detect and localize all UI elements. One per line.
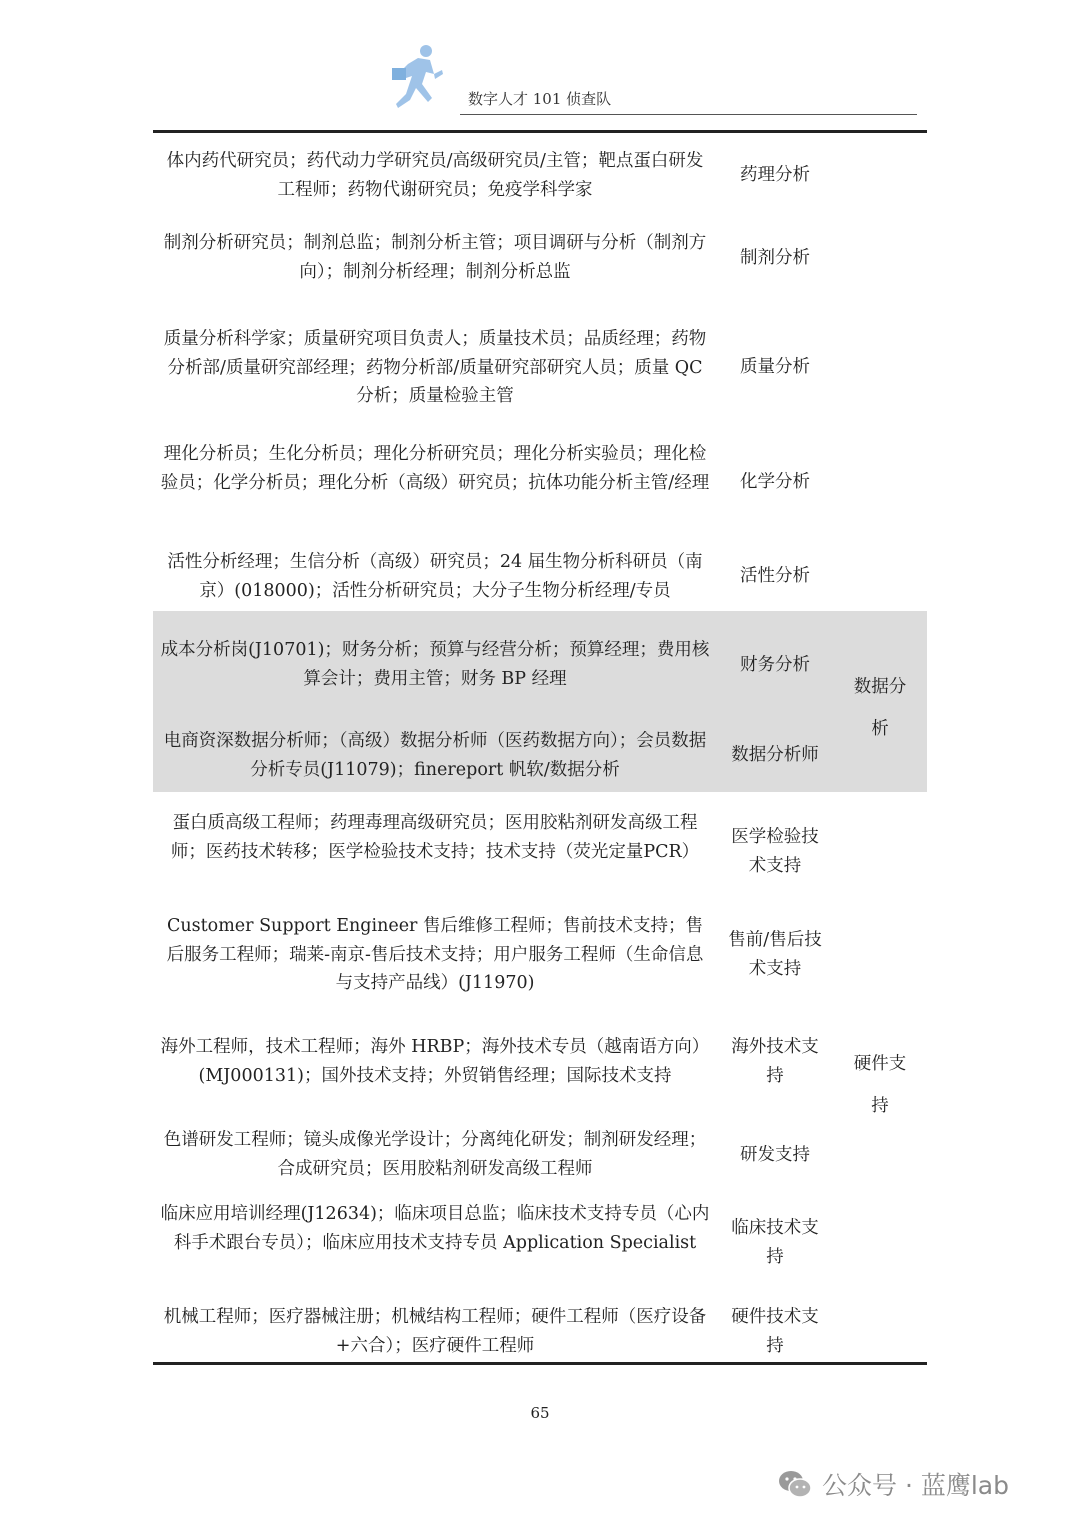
watermark — [778, 1464, 1009, 1504]
row-roles: 制剂分析研究员；制剂总监；制剂分析主管；项目调研与分析（制剂方向）；制剂分析经理；制剂分析总监 — [163, 233, 707, 282]
row-roles: Customer Support Engineer 售后维修工程师；售前技术支持；售后服务工程师；瑞莱-南京-售后技术支持；用户服务工程师（生命信息与支持产品线）(J11970) — [166, 916, 704, 993]
page-number: 65 — [530, 1404, 550, 1422]
group-label-hardware-support: 硬件支持 — [853, 1054, 907, 1116]
row-roles: 临床应用培训经理(J12634)；临床项目总监；临床技术支持专员（心内科手术跟台专员）；临床应用技术支持专员 Application Specialist — [160, 1204, 710, 1253]
row-category: 财务分析 — [740, 655, 810, 675]
row-category: 制剂分析 — [740, 248, 810, 268]
running-figure-icon — [388, 42, 444, 116]
row-roles: 活性分析经理；生信分析（高级）研究员；24 届生物分析科研员（南京）(018000)；活性分析研究员；大分子生物分析经理/专员 — [167, 552, 703, 601]
table-bottom-rule — [153, 1362, 927, 1365]
row-roles: 电商资深数据分析师；（高级）数据分析师（医药数据方向）；会员数据分析专员(J11079)；finereport 帆软/数据分析 — [163, 731, 707, 780]
row-category: 活性分析 — [740, 566, 810, 586]
row-roles: 海外工程师，技术工程师；海外 HRBP；海外技术专员（越南语方向） (MJ000131)；国外技术支持；外贸销售经理；国际技术支持 — [160, 1037, 710, 1086]
row-category: 硬件技术支持 — [731, 1307, 819, 1356]
row-roles: 体内药代研究员；药代动力学研究员/高级研究员/主管；靶点蛋白研发工程师；药物代谢研究员；免疫学科学家 — [166, 151, 704, 200]
watermark-text: 公众号 · 蓝鹰lab — [822, 1471, 1009, 1500]
row-category: 化学分析 — [740, 472, 810, 492]
group-label-data-analysis: 数据分析 — [853, 677, 907, 739]
row-roles: 理化分析员；生化分析员；理化分析研究员；理化分析实验员；理化检验员；化学分析员；理化分析（高级）研究员；抗体功能分析主管/经理 — [160, 444, 710, 493]
row-category: 售前/售后技术支持 — [728, 930, 822, 979]
row-roles: 机械工程师；医疗器械注册；机械结构工程师；硬件工程师（医疗设备+六合）；医疗硬件工程师 — [163, 1307, 707, 1356]
row-roles: 色谱研发工程师；镜头成像光学设计；分离纯化研发；制剂研发经理；合成研究员；医用胶粘剂研发高级工程师 — [163, 1130, 707, 1179]
row-roles: 蛋白质高级工程师；药理毒理高级研究员；医用胶粘剂研发高级工程师；医药技术转移；医学检验技术支持；技术支持（荧光定量PCR） — [170, 813, 700, 862]
wechat-icon — [778, 1469, 812, 1499]
row-category: 质量分析 — [740, 357, 810, 377]
table-top-rule — [153, 130, 927, 133]
header-divider — [460, 114, 917, 115]
row-category: 海外技术支持 — [731, 1037, 819, 1086]
row-category: 研发支持 — [740, 1145, 810, 1165]
row-roles: 成本分析岗(J10701)；财务分析；预算与经营分析；预算经理；费用核算会计；费用主管；财务 BP 经理 — [160, 640, 710, 689]
row-category: 数据分析师 — [731, 745, 819, 765]
header-title: 数字人才 101 侦查队 — [468, 90, 612, 108]
row-roles: 质量分析科学家；质量研究项目负责人；质量技术员；品质经理；药物分析部/质量研究部经理；药物分析部/质量研究部研究人员；质量 QC 分析；质量检验主管 — [163, 329, 707, 406]
row-category: 临床技术支持 — [731, 1218, 819, 1267]
row-category: 医学检验技术支持 — [731, 827, 819, 876]
row-category: 药理分析 — [740, 165, 810, 185]
